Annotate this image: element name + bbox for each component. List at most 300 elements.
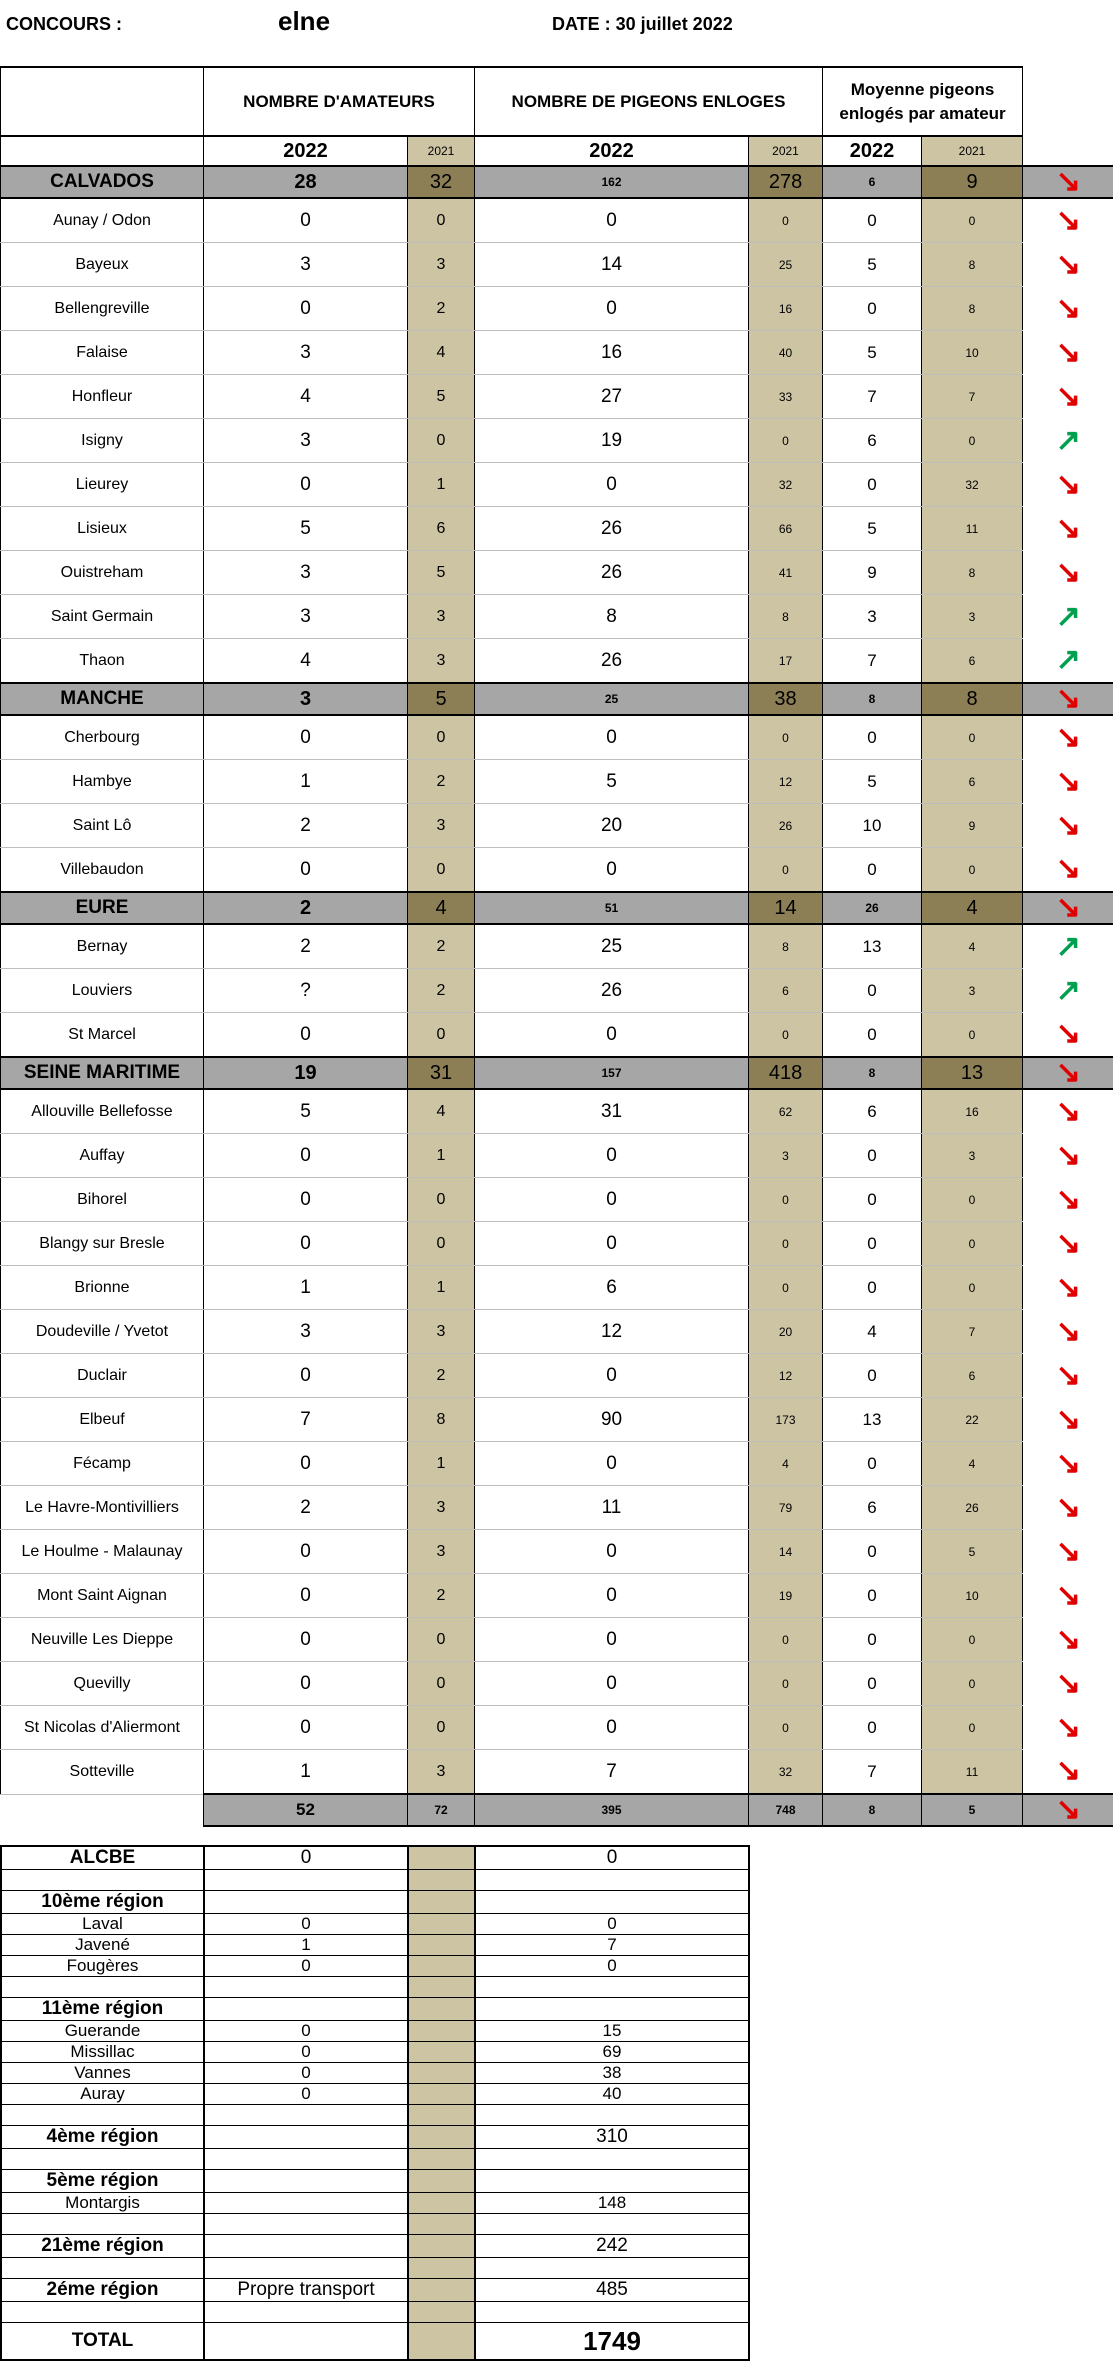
trend-cell <box>1023 1662 1113 1706</box>
spacer-cell <box>1 2258 204 2279</box>
moyenne-2022: 8 <box>823 1057 922 1089</box>
moyenne-2022: 13 <box>823 1398 922 1442</box>
trend-down-arrow-icon: ↘ <box>1056 380 1081 413</box>
amateurs-2021: 0 <box>408 1178 475 1222</box>
city-name: Saint Germain <box>1 595 204 639</box>
amateurs-2021: 0 <box>408 1662 475 1706</box>
department-row <box>1 166 1113 198</box>
pigeons-2021: 6 <box>749 969 823 1013</box>
city-row <box>1 1662 1113 1706</box>
city-row <box>1 198 1113 243</box>
pigeons-2021: 19 <box>749 1574 823 1618</box>
moyenne-2021: 11 <box>922 1750 1023 1795</box>
region-2021-blank <box>408 1914 475 1935</box>
trend-down-arrow-icon: ↘ <box>1056 556 1081 589</box>
region-pigeons <box>475 1891 749 1914</box>
moyenne-2022: 3 <box>823 595 922 639</box>
spacer-cell <box>408 1870 475 1891</box>
amateurs-2021: 3 <box>408 1310 475 1354</box>
moyenne-2022: 9 <box>823 551 922 595</box>
city-row <box>1 1750 1113 1795</box>
region-amateurs <box>204 2235 408 2258</box>
moyenne-2022: 0 <box>823 715 922 760</box>
pigeons-2022: 0 <box>475 1134 749 1178</box>
header-arrow-blank <box>1023 67 1113 136</box>
moyenne-2022: 0 <box>823 1134 922 1178</box>
pigeons-2021: 26 <box>749 804 823 848</box>
pigeons-2022: 16 <box>475 331 749 375</box>
amateurs-2021: 3 <box>408 243 475 287</box>
region-row <box>1 1914 749 1935</box>
region-amateurs: 0 <box>204 1956 408 1977</box>
moyenne-2022: 4 <box>823 1310 922 1354</box>
pigeons-2021: 0 <box>749 1706 823 1750</box>
trend-cell <box>1023 715 1113 760</box>
amateurs-2022: 3 <box>204 331 408 375</box>
spacer-cell <box>204 2149 408 2170</box>
trend-cell <box>1023 1222 1113 1266</box>
pigeons-2022: 14 <box>475 243 749 287</box>
moyenne-2021: 0 <box>922 1266 1023 1310</box>
city-name: Duclair <box>1 1354 204 1398</box>
amateurs-2022: 1 <box>204 1266 408 1310</box>
city-row <box>1 1574 1113 1618</box>
city-row <box>1 507 1113 551</box>
region-row <box>1 1891 749 1914</box>
pigeons-2022: 27 <box>475 375 749 419</box>
region-row <box>1 2193 749 2214</box>
trend-down-arrow-icon: ↘ <box>1056 1359 1081 1392</box>
amateurs-2021: 0 <box>408 419 475 463</box>
spacer-cell <box>408 2214 475 2235</box>
region-pigeons: 310 <box>475 2126 749 2149</box>
region-label: ALCBE <box>1 1846 204 1870</box>
pigeons-2022: 26 <box>475 969 749 1013</box>
moyenne-2021: 10 <box>922 331 1023 375</box>
pigeons-2021: 20 <box>749 1310 823 1354</box>
moyenne-2021: 0 <box>922 1662 1023 1706</box>
trend-cell <box>1023 1134 1113 1178</box>
pigeons-2022: 0 <box>475 1442 749 1486</box>
amateurs-2021: 1 <box>408 1442 475 1486</box>
pigeons-2022: 7 <box>475 1750 749 1795</box>
amateurs-2022: 3 <box>204 683 408 715</box>
trend-up-arrow-icon: ↗ <box>1056 930 1081 963</box>
city-row <box>1 924 1113 969</box>
region-amateurs: 0 <box>204 2042 408 2063</box>
trend-cell <box>1023 1310 1113 1354</box>
region-amateurs <box>204 1891 408 1914</box>
city-name: Brionne <box>1 1266 204 1310</box>
pigeons-2021: 38 <box>749 683 823 715</box>
region-pigeons: 15 <box>475 2021 749 2042</box>
trend-cell <box>1023 1178 1113 1222</box>
amateurs-2022: 0 <box>204 1618 408 1662</box>
pigeons-2021: 40 <box>749 331 823 375</box>
pigeons-2022: 12 <box>475 1310 749 1354</box>
city-name: Aunay / Odon <box>1 198 204 243</box>
pigeons-2022: 0 <box>475 1706 749 1750</box>
concours-value: elne <box>278 6 330 37</box>
moyenne-2022: 8 <box>823 683 922 715</box>
year-2021: 2021 <box>408 136 475 166</box>
trend-cell <box>1023 969 1113 1013</box>
regions-table <box>0 1845 750 2361</box>
trend-cell <box>1023 1057 1113 1089</box>
amateurs-2022: 3 <box>204 551 408 595</box>
amateurs-2021: 0 <box>408 1013 475 1058</box>
amateurs-2021: 3 <box>408 804 475 848</box>
pigeons-header: NOMBRE DE PIGEONS ENLOGES <box>475 67 823 136</box>
moyenne-2021: 0 <box>922 715 1023 760</box>
pigeons-2021: 62 <box>749 1089 823 1134</box>
region-label: 11ème région <box>1 1998 204 2021</box>
pigeons-2021: 0 <box>749 1618 823 1662</box>
spacer-cell <box>1 2214 204 2235</box>
moyenne-header-line: enlogés par amateur <box>823 102 1022 126</box>
trend-down-arrow-icon: ↘ <box>1056 512 1081 545</box>
moyenne-header-line: Moyenne pigeons <box>823 78 1022 102</box>
pigeons-2022: 0 <box>475 198 749 243</box>
region-2021-blank <box>408 1998 475 2021</box>
region-row <box>1 2235 749 2258</box>
region-label: Fougères <box>1 1956 204 1977</box>
trend-cell <box>1023 1013 1113 1058</box>
amateurs-2022: 0 <box>204 1222 408 1266</box>
amateurs-2022: 3 <box>204 243 408 287</box>
region-amateurs: Propre transport <box>204 2279 408 2302</box>
amateurs-2021: 1 <box>408 1266 475 1310</box>
amateurs-2022: 2 <box>204 924 408 969</box>
department-name: CALVADOS <box>1 166 204 198</box>
pigeons-2021: 41 <box>749 551 823 595</box>
city-row <box>1 1134 1113 1178</box>
moyenne-2022: 0 <box>823 1266 922 1310</box>
spacer-row <box>1 2302 749 2323</box>
amateurs-2021: 2 <box>408 1354 475 1398</box>
grand-total-label: TOTAL <box>1 2323 204 2361</box>
trend-down-arrow-icon: ↘ <box>1056 721 1081 754</box>
trend-down-arrow-icon: ↘ <box>1056 336 1081 369</box>
moyenne-2021: 3 <box>922 969 1023 1013</box>
pigeons-2022: 162 <box>475 166 749 198</box>
moyenne-2021: 3 <box>922 595 1023 639</box>
amateurs-2021: 2 <box>408 924 475 969</box>
amateurs-2021: 2 <box>408 1574 475 1618</box>
grand-total-khaki <box>408 2323 475 2361</box>
pigeons-2022: 26 <box>475 639 749 684</box>
year-arrow-blank <box>1023 136 1113 166</box>
region-2021-blank <box>408 1956 475 1977</box>
amateurs-2022: 0 <box>204 1706 408 1750</box>
trend-down-arrow-icon: ↘ <box>1056 1535 1081 1568</box>
pigeons-2022: 19 <box>475 419 749 463</box>
moyenne-2021: 16 <box>922 1089 1023 1134</box>
pigeons-2021: 0 <box>749 1222 823 1266</box>
trend-cell <box>1023 1618 1113 1662</box>
city-name: Le Houlme - Malaunay <box>1 1530 204 1574</box>
trend-cell <box>1023 551 1113 595</box>
region-pigeons: 0 <box>475 1956 749 1977</box>
trend-down-arrow-icon: ↘ <box>1056 1794 1081 1826</box>
region-row <box>1 2170 749 2193</box>
spacer-cell <box>408 1977 475 1998</box>
region-label: Guerande <box>1 2021 204 2042</box>
trend-down-arrow-icon: ↘ <box>1056 1491 1081 1524</box>
amateurs-2021: 0 <box>408 198 475 243</box>
city-name: Bayeux <box>1 243 204 287</box>
spacer-cell <box>475 2258 749 2279</box>
department-name: SEINE MARITIME <box>1 1057 204 1089</box>
moyenne-2021: 9 <box>922 166 1023 198</box>
city-name: Bihorel <box>1 1178 204 1222</box>
grand-total-value: 1749 <box>475 2323 749 2361</box>
pigeons-2022: 0 <box>475 1222 749 1266</box>
trend-cell <box>1023 463 1113 507</box>
amateurs-2021: 2 <box>408 969 475 1013</box>
amateurs-2022: 0 <box>204 715 408 760</box>
pigeons-2021: 8 <box>749 924 823 969</box>
region-pigeons: 7 <box>475 1935 749 1956</box>
spacer-row <box>1 1870 749 1891</box>
spacer-cell <box>1 2105 204 2126</box>
amateurs-2021: 5 <box>408 375 475 419</box>
trend-cell <box>1023 1794 1113 1826</box>
region-2021-blank <box>408 2279 475 2302</box>
moyenne-2022: 5 <box>823 243 922 287</box>
city-name: Doudeville / Yvetot <box>1 1310 204 1354</box>
pigeons-2021: 66 <box>749 507 823 551</box>
moyenne-2021: 0 <box>922 1222 1023 1266</box>
pigeons-2021: 0 <box>749 419 823 463</box>
amateurs-header: NOMBRE D'AMATEURS <box>204 67 475 136</box>
total-moyenne-2021: 5 <box>922 1794 1023 1826</box>
moyenne-2021: 0 <box>922 848 1023 893</box>
trend-down-arrow-icon: ↘ <box>1056 1579 1081 1612</box>
moyenne-2021: 26 <box>922 1486 1023 1530</box>
city-row <box>1 969 1113 1013</box>
trend-cell <box>1023 1574 1113 1618</box>
region-row <box>1 2021 749 2042</box>
trend-cell <box>1023 1266 1113 1310</box>
trend-cell <box>1023 419 1113 463</box>
pigeons-2021: 173 <box>749 1398 823 1442</box>
region-amateurs <box>204 2170 408 2193</box>
moyenne-2021: 10 <box>922 1574 1023 1618</box>
pigeons-2022: 26 <box>475 507 749 551</box>
region-label: 5ème région <box>1 2170 204 2193</box>
moyenne-2021: 22 <box>922 1398 1023 1442</box>
department-row <box>1 683 1113 715</box>
grand-total-row <box>1 2323 749 2361</box>
trend-up-arrow-icon: ↗ <box>1056 643 1081 676</box>
moyenne-2022: 0 <box>823 1662 922 1706</box>
moyenne-2021: 5 <box>922 1530 1023 1574</box>
spacer-cell <box>204 2302 408 2323</box>
region-2021-blank <box>408 2042 475 2063</box>
amateurs-2021: 0 <box>408 848 475 893</box>
region-2021-blank <box>408 1891 475 1914</box>
region-label: 4ème région <box>1 2126 204 2149</box>
pigeons-2022: 0 <box>475 1013 749 1058</box>
moyenne-2021: 8 <box>922 243 1023 287</box>
pigeons-2021: 0 <box>749 1013 823 1058</box>
city-name: Honfleur <box>1 375 204 419</box>
spacer-cell <box>1 2149 204 2170</box>
pigeons-2021: 17 <box>749 639 823 684</box>
spacer-cell <box>408 2258 475 2279</box>
city-row <box>1 1266 1113 1310</box>
city-name: Allouville Bellefosse <box>1 1089 204 1134</box>
pigeons-2021: 0 <box>749 848 823 893</box>
city-row <box>1 463 1113 507</box>
pigeons-2022: 25 <box>475 924 749 969</box>
moyenne-2022: 6 <box>823 1089 922 1134</box>
moyenne-2022: 0 <box>823 1222 922 1266</box>
city-name: Fécamp <box>1 1442 204 1486</box>
city-row <box>1 804 1113 848</box>
trend-down-arrow-icon: ↘ <box>1056 765 1081 798</box>
moyenne-2022: 26 <box>823 892 922 924</box>
amateurs-2021: 3 <box>408 1750 475 1795</box>
region-amateurs <box>204 2126 408 2149</box>
pigeons-2021: 0 <box>749 198 823 243</box>
moyenne-2022: 0 <box>823 1442 922 1486</box>
spacer-cell <box>204 1977 408 1998</box>
trend-cell <box>1023 639 1113 684</box>
pigeons-2021: 0 <box>749 715 823 760</box>
pigeons-2021: 79 <box>749 1486 823 1530</box>
moyenne-2022: 0 <box>823 1530 922 1574</box>
city-row <box>1 1398 1113 1442</box>
moyenne-2021: 11 <box>922 507 1023 551</box>
header-blank <box>1 67 204 136</box>
trend-cell <box>1023 595 1113 639</box>
city-name: Sotteville <box>1 1750 204 1795</box>
amateurs-2022: 0 <box>204 848 408 893</box>
pigeons-2021: 8 <box>749 595 823 639</box>
pigeons-2021: 4 <box>749 1442 823 1486</box>
moyenne-2021: 7 <box>922 375 1023 419</box>
trend-cell <box>1023 1089 1113 1134</box>
amateurs-2021: 0 <box>408 715 475 760</box>
amateurs-2022: 5 <box>204 1089 408 1134</box>
date-label: DATE : 30 juillet 2022 <box>552 14 733 35</box>
trend-up-arrow-icon: ↗ <box>1056 600 1081 633</box>
moyenne-2022: 0 <box>823 463 922 507</box>
department-name: MANCHE <box>1 683 204 715</box>
trend-cell <box>1023 1398 1113 1442</box>
amateurs-2022: 5 <box>204 507 408 551</box>
moyenne-2021: 8 <box>922 551 1023 595</box>
spacer-cell <box>408 2302 475 2323</box>
region-2021-blank <box>408 2021 475 2042</box>
trend-cell <box>1023 166 1113 198</box>
trend-cell <box>1023 507 1113 551</box>
moyenne-2021: 4 <box>922 924 1023 969</box>
amateurs-2022: 0 <box>204 1134 408 1178</box>
city-row <box>1 1222 1113 1266</box>
moyenne-2021: 4 <box>922 892 1023 924</box>
spacer-cell <box>475 1977 749 1998</box>
region-amateurs: 0 <box>204 2021 408 2042</box>
trend-up-arrow-icon: ↗ <box>1056 424 1081 457</box>
moyenne-2022: 0 <box>823 1013 922 1058</box>
city-row <box>1 639 1113 684</box>
pigeons-2022: 51 <box>475 892 749 924</box>
moyenne-2022: 7 <box>823 375 922 419</box>
moyenne-2021: 9 <box>922 804 1023 848</box>
moyenne-2021: 7 <box>922 1310 1023 1354</box>
spacer-cell <box>204 2214 408 2235</box>
trend-down-arrow-icon: ↘ <box>1056 1057 1081 1089</box>
trend-down-arrow-icon: ↘ <box>1056 292 1081 325</box>
city-name: Louviers <box>1 969 204 1013</box>
department-row <box>1 892 1113 924</box>
region-label: Montargis <box>1 2193 204 2214</box>
city-row <box>1 595 1113 639</box>
amateurs-2021: 4 <box>408 892 475 924</box>
city-row <box>1 375 1113 419</box>
amateurs-2021: 4 <box>408 1089 475 1134</box>
region-amateurs: 0 <box>204 1846 408 1870</box>
region-pigeons <box>475 1998 749 2021</box>
spacer-cell <box>475 2149 749 2170</box>
trend-cell <box>1023 1486 1113 1530</box>
trend-down-arrow-icon: ↘ <box>1056 1139 1081 1172</box>
city-row <box>1 551 1113 595</box>
region-pigeons: 148 <box>475 2193 749 2214</box>
spacer-row <box>1 2149 749 2170</box>
total-amateurs-2022: 52 <box>204 1794 408 1826</box>
region-2021-blank <box>408 1935 475 1956</box>
trend-down-arrow-icon: ↘ <box>1056 1623 1081 1656</box>
trend-cell <box>1023 760 1113 804</box>
grand-total-blank <box>204 2323 408 2361</box>
pigeons-2021: 33 <box>749 375 823 419</box>
region-label: Vannes <box>1 2063 204 2084</box>
city-name: Mont Saint Aignan <box>1 1574 204 1618</box>
pigeons-2022: 0 <box>475 715 749 760</box>
spacer-cell <box>204 2258 408 2279</box>
spacer-cell <box>1 1870 204 1891</box>
moyenne-2022: 0 <box>823 1354 922 1398</box>
city-name: Quevilly <box>1 1662 204 1706</box>
trend-cell <box>1023 1706 1113 1750</box>
amateurs-2022: 2 <box>204 892 408 924</box>
total-moyenne-2022: 8 <box>823 1794 922 1826</box>
city-row <box>1 1442 1113 1486</box>
spacer-cell <box>204 1870 408 1891</box>
amateurs-2021: 1 <box>408 1134 475 1178</box>
region-row <box>1 2042 749 2063</box>
spacer-cell <box>1 2302 204 2323</box>
moyenne-2021: 0 <box>922 1618 1023 1662</box>
total-pigeons-2021: 748 <box>749 1794 823 1826</box>
region-pigeons: 485 <box>475 2279 749 2302</box>
pigeons-2022: 90 <box>475 1398 749 1442</box>
region-2021-blank <box>408 2193 475 2214</box>
trend-cell <box>1023 924 1113 969</box>
region-amateurs: 0 <box>204 2084 408 2105</box>
moyenne-2021: 0 <box>922 198 1023 243</box>
amateurs-2021: 3 <box>408 1530 475 1574</box>
region-2021-blank <box>408 2126 475 2149</box>
pigeons-2022: 0 <box>475 1530 749 1574</box>
city-name: Thaon <box>1 639 204 684</box>
year-blank <box>1 136 204 166</box>
city-name: Le Havre-Montivilliers <box>1 1486 204 1530</box>
